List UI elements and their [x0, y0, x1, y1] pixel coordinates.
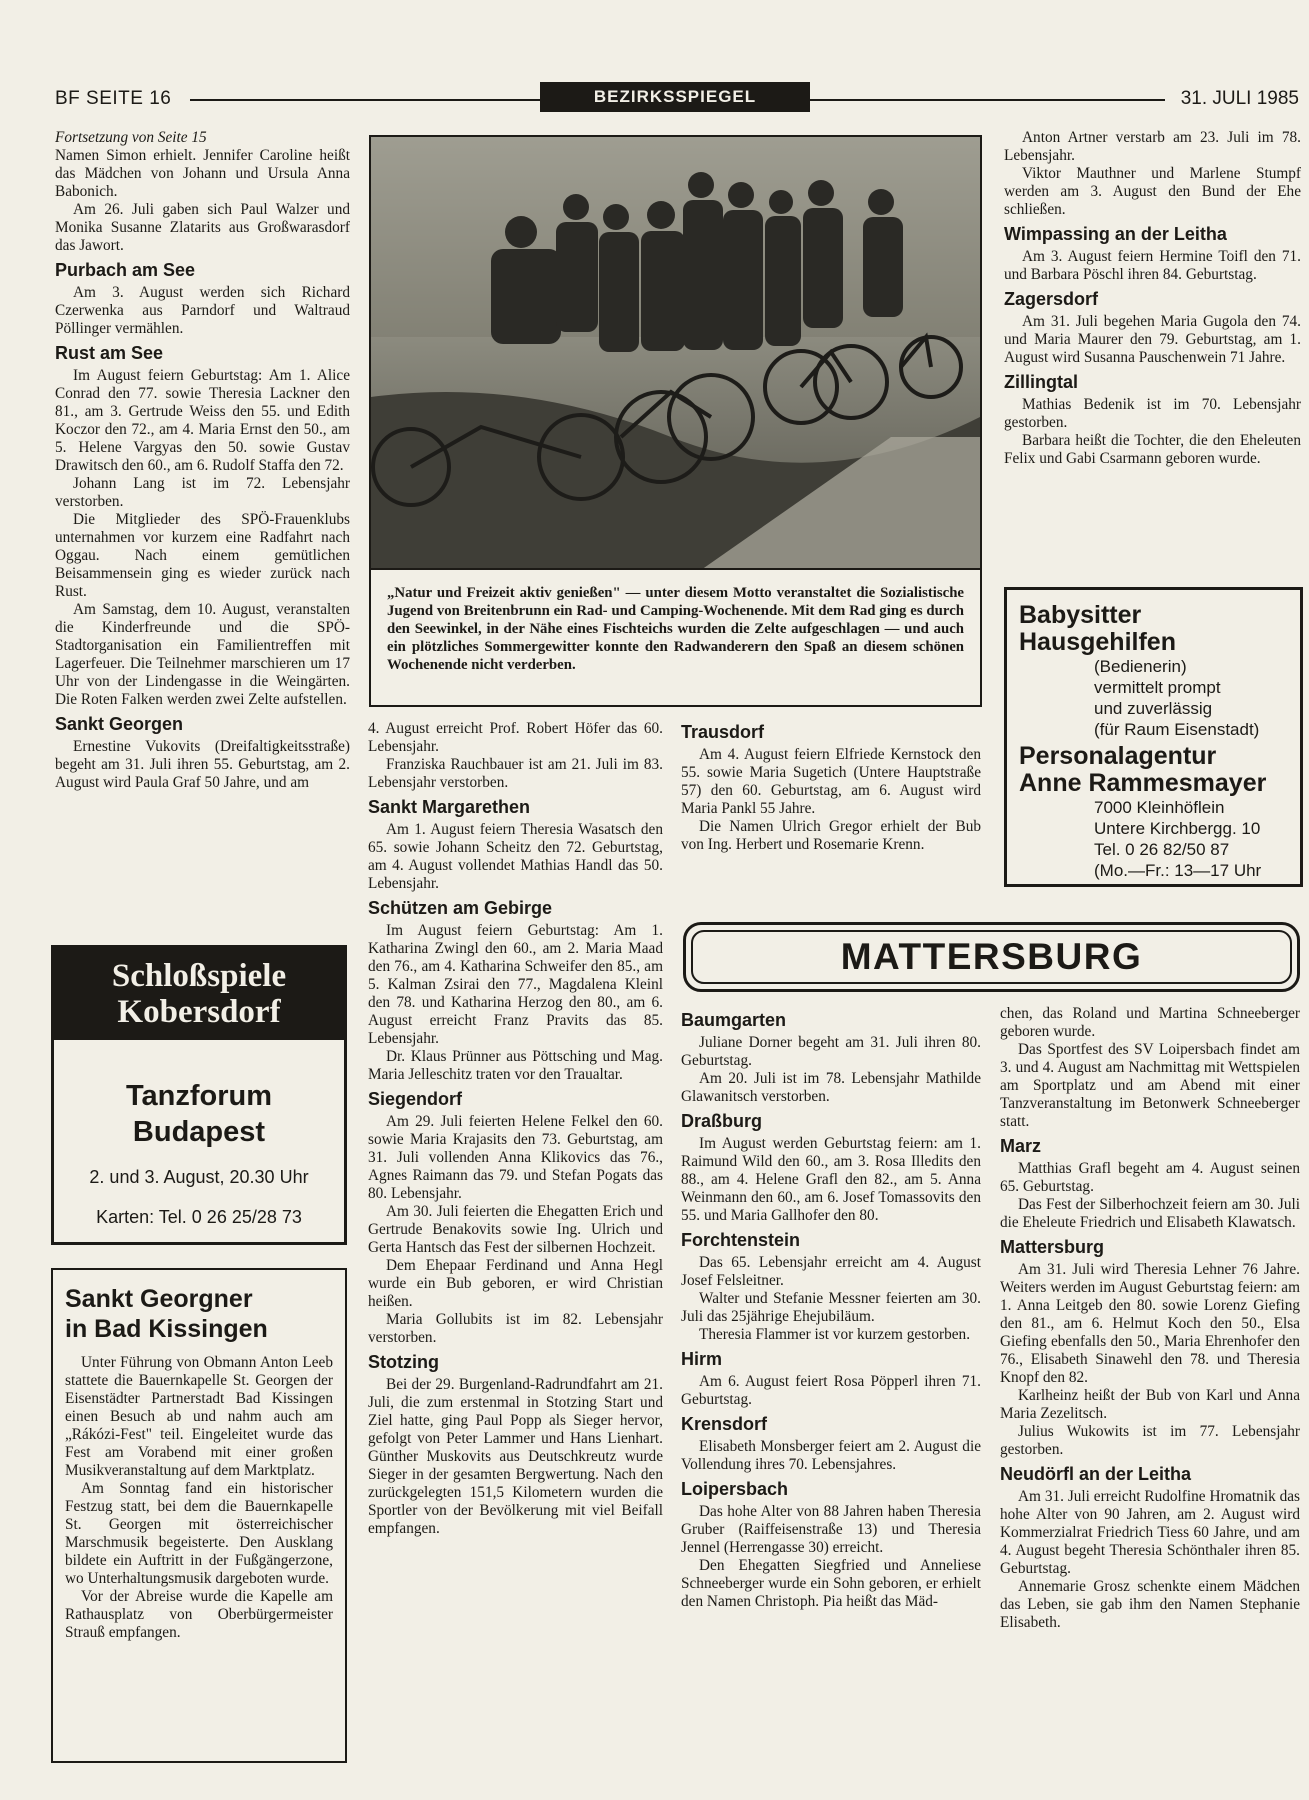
ad-schlossspiele [51, 945, 347, 1245]
article-text: Franziska Rauchbauer ist am 21. Juli im 83. Lebensjahr verstorben. [368, 756, 663, 791]
heading-siegendorf: Siegendorf [368, 1089, 463, 1109]
article-text: Juliane Dorner begeht am 31. Juli ihren 80. Geburtstag. [681, 1034, 981, 1069]
article-text: 4. August erreicht Prof. Robert Höfer das 60. Lebensjahr. [368, 720, 663, 755]
ad-text: und zuverlässig [1094, 699, 1213, 718]
photo-illustration [371, 137, 980, 570]
article-text: Am Sonntag fand ein historischer Festzug statt, bei dem die Bauernkapelle St. Georgen mit österreichischer Marschmusik begeisterte. Den Ausklang bildete ein Auftritt in der Fußgängerzone, wo Unterhaltungsmusik dargeboten wurde. [65, 1480, 333, 1587]
article-text: Viktor Mauthner und Marlene Stumpf werden am 3. August den Bund der Ehe schließen. [1004, 165, 1301, 218]
ad-headline: Hausgehilfen [1019, 628, 1176, 656]
article-text: Am 6. August feiert Rosa Pöpperl ihren 71. Geburtstag. [681, 1373, 981, 1408]
heading-zagersdorf: Zagersdorf [1004, 289, 1099, 309]
article-text: Im August feiern Geburtstag: Am 1. Katharina Zwingl den 60., am 2. Maria Maad den 76., am 4. Katharina Schweifer den 85., am 5. Kalman Zsirai den 77., Magdalena Kleinl den 78. und Katharina Herzog den 80., am 6. August erreicht Franz Pravits das 85. Lebensjahr. [368, 922, 663, 1047]
ad-personalagentur [1004, 587, 1303, 887]
article-text: Maria Gollubits ist im 82. Lebensjahr verstorben. [368, 1311, 663, 1346]
article-text: Namen Simon erhielt. Jennifer Caroline heißt das Mädchen von Johann und Ursula Anna Babonich. [55, 147, 350, 200]
ad-title-line: Schloßspiele [111, 958, 287, 994]
ad-headline: Babysitter [1019, 601, 1142, 629]
district-banner [683, 922, 1300, 992]
column-3 [681, 717, 981, 854]
column-1 [55, 129, 350, 792]
ad-text: (Bedienerin) [1094, 657, 1187, 676]
article-text: Annemarie Grosz schenkte einem Mädchen das Leben, sie gab ihm den Namen Stephanie Elisabeth. [1000, 1578, 1300, 1631]
article-text: Das Sportfest des SV Loipersbach findet am 3. und 4. August am Nachmittag mit Wettspielen am Sportplatz und am Abend mit einer Tanzveranstaltung im Betonwerk Schneeberger statt. [1000, 1041, 1300, 1130]
ad-company: Anne Rammesmayer [1019, 769, 1267, 797]
article-text: Im August werden Geburtstag feiern: am 1. Raimund Wild den 60., am 3. Rosa Illedits den 88., am 4. Helene Grafl den 82., am 5. Anna Weinmann den 60., am 6. Josef Tomassovits den 55. und Maria Gallhofer den 80. [681, 1135, 981, 1224]
article-text: Vor der Abreise wurde die Kapelle am Rathausplatz von Oberbürgermeister Strauß empfangen. [65, 1588, 333, 1641]
column-2 [368, 720, 663, 1538]
ad-event-date: 2. und 3. August, 20.30 Uhr [89, 1167, 309, 1187]
article-text: Mathias Bedenik ist im 70. Lebensjahr gestorben. [1004, 396, 1301, 431]
article-text: Die Namen Ulrich Gregor erhielt der Bub von Ing. Herbert und Rosemarie Krenn. [681, 818, 981, 853]
heading-schuetzen: Schützen am Gebirge [368, 898, 553, 918]
article-text: Am 31. Juli begehen Maria Gugola den 74. und Maria Maurer den 79. Geburtstag, am 1. August wird Susanna Pauschenwein 71 Jahre. [1004, 313, 1301, 366]
heading-marz: Marz [1000, 1136, 1042, 1156]
heading-hirm: Hirm [681, 1349, 723, 1369]
heading-rust: Rust am See [55, 343, 164, 363]
article-text: Walter und Stefanie Messner feierten am 30. Juli das 25jährige Ehejubiläum. [681, 1290, 981, 1325]
column-6 [1000, 1005, 1300, 1632]
ad-schlossspiele-header [54, 948, 344, 1040]
article-text: Im August feiern Geburtstag: Am 1. Alice Conrad den 77. sowie Theresia Lackner den 81., am 3. Gertrude Weiss den 55. und Edith Koczor den 72., am 4. Maria Ernst den 50., am 5. Helene Vargyas den 50. sowie Gustav Drawitsch den 60., am 6. Rudolf Staffa den 72. [55, 367, 350, 474]
article-text: Das 65. Lebensjahr erreicht am 4. August Josef Felsleitner. [681, 1254, 981, 1289]
ad-hours: (Mo.—Fr.: 13—17 Uhr [1094, 861, 1262, 880]
ad-event-line: Tanzforum [125, 1080, 273, 1112]
heading-baumgarten: Baumgarten [681, 1010, 787, 1030]
article-text: Am 26. Juli gaben sich Paul Walzer und Monika Susanne Zlatarits aus Großwarasdorf das Jawort. [55, 201, 350, 254]
heading-sankt-georgen: Sankt Georgen [55, 714, 184, 734]
ad-address: 7000 Kleinhöflein [1094, 798, 1225, 817]
article-text: Am 3. August werden sich Richard Czerwenka aus Parndorf und Waltraud Pöllinger vermählen. [55, 284, 350, 337]
heading-wimpassing: Wimpassing an der Leitha [1004, 224, 1227, 244]
article-text: Barbara heißt die Tochter, die den Eheleuten Felix und Gabi Csarmann geboren wurde. [1004, 432, 1301, 467]
header-rule-left [190, 99, 540, 101]
ad-address: Untere Kirchbergg. 10 [1094, 819, 1261, 838]
article-text: Bei der 29. Burgenland-Radrundfahrt am 21. Juli, die zum erstenmal in Stotzing Start und Ziel hatte, ging Paul Popp als Sieger hervor, gefolgt von Peter Lammer und Hans Lienhart. Günther Muskovits aus Deutschkreutz wurde Sieger in der gesamten Bergwertung. Nach den zurückgelegten 151,5 Kilometern wurden die Sportler von der Bevölkerung mit viel Beifall empfangen. [368, 1376, 663, 1537]
page-number: BF SEITE 16 [55, 88, 172, 109]
article-text: Am 3. August feiern Hermine Toifl den 71. und Barbara Pöschl ihren 84. Geburtstag. [1004, 248, 1301, 283]
group-cyclists-photo [369, 135, 982, 570]
article-text: Am 30. Juli feierten die Ehegatten Erich und Gertrude Benakovits sowie Ing. Ulrich und Gerta Hantsch das Fest der silbernen Hochzeit. [368, 1203, 663, 1256]
column-4 [1004, 129, 1301, 468]
article-text: Matthias Grafl begeht am 4. August seinen 65. Geburtstag. [1000, 1160, 1300, 1195]
article-text: Ernestine Vukovits (Dreifaltigkeitsstraße) begeht am 31. Juli ihren 55. Geburtstag, am 2. August wird Paula Graf 50 Jahre, und am [55, 738, 350, 791]
heading-purbach: Purbach am See [55, 260, 196, 280]
continuation-note: Fortsetzung von Seite 15 [55, 129, 207, 146]
ad-phone: Tel. 0 26 82/50 87 [1094, 840, 1230, 859]
article-text: Unter Führung von Obmann Anton Leeb stattete die Bauernkapelle St. Georgen der Eisenstädter Partnerstadt Bad Kissingen einen Besuch ab und nahm auch am „Rákózi-Fest" teil. Eingeleitet wurde das Fest am Vorabend mit einer großen Musikveranstaltung auf dem Marktplatz. [65, 1354, 333, 1479]
heading-zillingtal: Zillingtal [1004, 372, 1078, 392]
ad-text: vermittelt prompt [1094, 678, 1221, 697]
district-banner-text: MATTERSBURG [840, 936, 1143, 977]
article-text: Am 4. August feiern Elfriede Kernstock den 55. sowie Maria Sugetich (Untere Hauptstraße 57) den 60. Geburtstag, am 6. August wird Maria Pankl 55 Jahre. [681, 746, 981, 817]
header-rule-right [810, 99, 1165, 101]
heading-trausdorf: Trausdorf [681, 722, 765, 742]
article-text: Julius Wukowits ist im 77. Lebensjahr gestorben. [1000, 1423, 1300, 1458]
article-text: Am 1. August feiern Theresia Wasatsch den 65. sowie Johann Scheitz den 72. Geburtstag, am 4. August vollendet Mathias Handl das 50. Lebensjahr. [368, 821, 663, 892]
article-text: Anton Artner verstarb am 23. Juli im 78. Lebensjahr. [1004, 129, 1301, 164]
box-title-line: in Bad Kissingen [65, 1315, 268, 1343]
article-text: Den Ehegatten Siegfried und Anneliese Schneeberger wurde ein Sohn geboren, er erhielt den Namen Christoph. Pia heißt das Mäd- [681, 1557, 981, 1610]
article-text: Am 31. Juli erreicht Rudolfine Hromatnik das hohe Alter von 90 Jahren, am 2. August wird Kommerzialrat Friedrich Tiess 60 Jahre, und am 4. August begeht Theresia Schönthaler ihren 85. Geburtstag. [1000, 1488, 1300, 1577]
article-text: Am Samstag, dem 10. August, veranstalten die Kinderfreunde und die SPÖ-Stadtorganisation ein Familientreffen mit Lagerfeuer. Die Teilnehmer marschieren um 17 Uhr von der Lindengasse in die Weingärten. Die Roten Falken werden zwei Zelte aufstellen. [55, 601, 350, 708]
article-text: Das hohe Alter von 88 Jahren haben Theresia Gruber (Raiffeisenstraße 13) und Theresia Jennel (Herrengasse 30) erreicht. [681, 1503, 981, 1556]
heading-stotzing: Stotzing [368, 1352, 439, 1372]
ad-event-line: Budapest [132, 1116, 266, 1148]
article-text: Dr. Klaus Prünner aus Pöttsching und Mag. Maria Jelleschitz traten vor den Traualtar. [368, 1048, 663, 1083]
article-text: chen, das Roland und Martina Schneeberger geboren wurde. [1000, 1005, 1300, 1040]
column-5 [681, 1005, 981, 1611]
box-title [65, 1284, 333, 1344]
article-text: Elisabeth Monsberger feiert am 2. August die Vollendung ihres 70. Lebensjahres. [681, 1438, 981, 1473]
ad-title-line: Kobersdorf [117, 994, 281, 1030]
heading-loipersbach: Loipersbach [681, 1479, 789, 1499]
section-title: BEZIRKSSPIEGEL [540, 82, 810, 112]
article-text: Dem Ehepaar Ferdinand und Anna Hegl wurde ein Bub geboren, er wird Christian heißen. [368, 1257, 663, 1310]
issue-date: 31. JULI 1985 [1180, 88, 1299, 109]
ad-event-name [54, 1078, 344, 1150]
article-text: Am 29. Juli feierten Helene Felkel den 60. sowie Maria Krajasits den 73. Geburtstag, am 31. Juli vollenden Anna Klikovics das 76., Agnes Raimann das 79. und Stefan Pogats das 80. Lebensjahr. [368, 1113, 663, 1202]
article-text: Die Mitglieder des SPÖ-Frauenklubs unternahmen vor kurzem eine Radfahrt nach Oggau. Nach einem gemütlichen Beisammensein ging es wieder zurück nach Rust. [55, 511, 350, 600]
heading-sankt-margarethen: Sankt Margarethen [368, 797, 531, 817]
article-text: Am 20. Juli ist im 78. Lebensjahr Mathilde Glawanitsch verstorben. [681, 1070, 981, 1105]
ad-ticket-phone: Karten: Tel. 0 26 25/28 73 [96, 1207, 302, 1227]
article-text: Karlheinz heißt der Bub von Karl und Anna Maria Zezelitsch. [1000, 1387, 1300, 1422]
article-text: Das Fest der Silberhochzeit feiern am 30. Juli die Eheleute Friedrich und Elisabeth Klawatsch. [1000, 1196, 1300, 1231]
box-title-line: Sankt Georgner [65, 1285, 253, 1313]
ad-company: Personalagentur [1019, 742, 1217, 770]
article-box-georgner [51, 1268, 347, 1763]
photo-caption: „Natur und Freizeit aktiv genießen" — unter diesem Motto veranstaltet die Sozialistische Jugend von Breitenbrunn ein Rad- und Camping-Wochenende. Mit dem Rad ging es durch den Seewinkel, in der Nähe eines Fischteichs wurden die Zelte aufgeschlagen — und auch ein plötzliches Sommergewitter konnte den Radwanderern den Spaß an diesem schönen Wochenende nicht verderben. [369, 570, 982, 707]
article-text: Am 31. Juli wird Theresia Lehner 76 Jahre. Weiters werden im August Geburtstag feiern: am 1. Anna Leitgeb den 80. sowie Lorenz Giefing den 81., am 6. Helmut Koch den 50., Elsa Giefing ebenfalls den 50., Maria Ehrenhofer den 76., Elisabeth Sinawehl den 78. und Theresia Knopf den 82. [1000, 1261, 1300, 1386]
heading-mattersburg: Mattersburg [1000, 1237, 1105, 1257]
heading-forchtenstein: Forchtenstein [681, 1230, 801, 1250]
heading-drassburg: Draßburg [681, 1111, 762, 1131]
ad-text: (für Raum Eisenstadt) [1094, 720, 1260, 739]
article-text: Johann Lang ist im 72. Lebensjahr verstorben. [55, 475, 350, 510]
article-text: Theresia Flammer ist vor kurzem gestorben. [699, 1326, 971, 1343]
heading-krensdorf: Krensdorf [681, 1414, 768, 1434]
heading-neudoerfl: Neudörfl an der Leitha [1000, 1464, 1192, 1484]
